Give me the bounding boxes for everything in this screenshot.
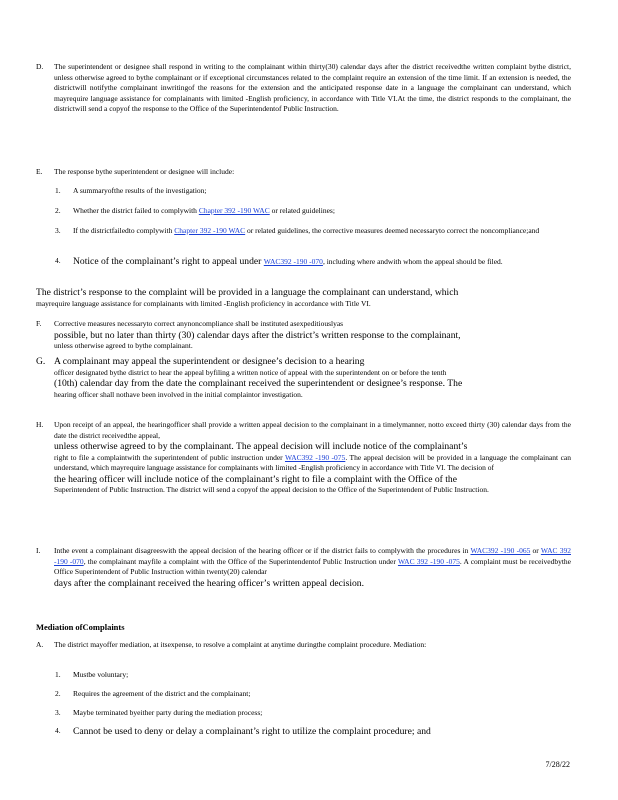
section-i	[36, 546, 571, 589]
list-text	[73, 256, 571, 268]
list-text-post: or related guidelines;	[271, 206, 335, 215]
mediation-a	[36, 640, 571, 651]
section-h-text: Upon receipt of an appeal, the hearingofficer shall provide a written appeal decision to the complainant in a timelymanner, notto exceed thirty (30) calendar days from the date the district receivedthe appeal,	[54, 420, 571, 440]
list-text: Maybe terminated byeither party during the mediation process;	[73, 708, 263, 717]
list-text	[73, 226, 571, 237]
list-item	[55, 689, 571, 700]
list-number: 1.	[55, 670, 61, 679]
list-text-post: , including where andwith whom the appeal should be filed.	[322, 257, 503, 266]
section-h-text-large: unless otherwise agreed to by the complainant. The appeal decision will include notice of the complainant’s	[54, 441, 468, 453]
list-text	[73, 206, 571, 217]
section-g-text-large-2: (10th) calendar day from the date the complainant received the superintendent or designee’s response. The	[54, 378, 463, 390]
mediation-a-text: The district mayoffer mediation, at itsexpense, to resolve a complaint at anytime duringthe complaint procedure. Mediation:	[54, 640, 427, 649]
wac-link[interactable]: WAC392 -190 -075	[284, 452, 346, 462]
section-label: I.	[36, 546, 41, 555]
list-number: 4.	[55, 256, 61, 265]
section-i-text-large: days after the complainant received the hearing officer’s written appeal decision.	[54, 577, 364, 589]
section-h-text-end: Superintendent of Public Instruction. The district will send a copyof the appeal decision to the Office of the Superintendent of Public Instruction.	[54, 485, 489, 495]
list-text: Requires the agreement of the district and the complainant;	[73, 689, 251, 698]
section-e	[36, 167, 571, 178]
list-item	[55, 670, 571, 681]
section-i-text	[54, 546, 571, 578]
section-d-text: The superintendent or designee shall respond in writing to the complainant within thirty(30) calendar days after the district receivedthe written complaint bythe district, unless otherwise agreed to bythe complainant or if exceptional circumstances related to the complaint require an extension of the time limit. If an extension is needed, the districtwill notifythe complainant inwritingof the reasons for the extension and the anticipated response date in a language the complainant can understand, which mayrequire language assistance for complainants with limited -English proficiency, in accordance with Title VI.At the time, the district responds to the complainant, the districtwill send a copyof the response to the Office of the Superintendentof Public Instruction.	[54, 62, 571, 114]
list-number: 3.	[55, 708, 61, 717]
list-number: 4.	[55, 726, 61, 735]
list-text-pre: Whether the district failed to complywith	[73, 206, 197, 215]
language-text-large: The district’s response to the complaint will be provided in a language the complainant can understand, which	[36, 287, 459, 298]
section-h	[36, 420, 571, 496]
list-number: 1.	[55, 186, 61, 195]
wac-link[interactable]: WAC392 -190 -070	[263, 257, 323, 266]
list-number: 3.	[55, 226, 61, 235]
list-text: Mustbe voluntary;	[73, 670, 129, 679]
wac-link[interactable]: WAC 392 -190 -075	[397, 556, 460, 566]
language-paragraph	[36, 287, 571, 309]
list-text-post: or related guidelines, the corrective measures deemed necessaryto correct the noncompliance;and	[247, 226, 540, 235]
list-item	[55, 708, 571, 719]
list-item	[55, 186, 571, 197]
wac-link[interactable]: Chapter 392 -190 WAC	[198, 206, 270, 215]
section-label: E.	[36, 167, 43, 176]
section-g-text-end: hearing officer shall nothave been involved in the initial complaintor investigation.	[54, 389, 303, 399]
section-g	[36, 356, 571, 400]
language-text-small: mayrequire language assistance for complainants with limited -English proficiency in accordance with Title VI.	[36, 298, 371, 308]
section-i-text-2: , the complainant mayfile a complaint with the Office of the Superintendentof Public Instruction under	[83, 556, 396, 566]
section-label: G.	[36, 356, 46, 367]
section-i-text-3: . A complaint must be receivedbythe Office Superintendent of Public Instruction within twenty(20) calendar	[54, 556, 571, 577]
mediation-heading: Mediation ofComplaints	[36, 622, 125, 632]
section-h-text-pre: right to file a complaintwith the superintendent of public instruction under	[54, 452, 283, 462]
section-h-text-2	[54, 453, 571, 474]
wac-link[interactable]: Chapter 392 -190 WAC	[174, 226, 246, 235]
list-number: 2.	[55, 206, 61, 215]
section-g-text: officer designated bythe district to hear the appeal byfiling a written notice of appeal with the superintendent on or before the tenth	[54, 367, 447, 377]
section-label: H.	[36, 420, 44, 429]
wac-link[interactable]: WAC392 -190 -065	[470, 546, 531, 555]
section-label: F.	[36, 319, 42, 328]
section-h-text-large-2: the hearing officer will include notice of the complainant’s right to file a complaint with the Office of the	[54, 473, 457, 485]
section-f-text: Corrective measures necessaryto correct anynoncompliance shall be instituted asexpeditiouslyas	[54, 319, 344, 328]
section-f	[36, 319, 571, 352]
section-label: D.	[36, 62, 44, 71]
section-f-text-end: unless otherwise agreed to bythe complainant.	[54, 341, 193, 351]
list-text-pre: Notice of the complainant’s right to appeal under	[73, 256, 262, 267]
wac-link[interactable]: WAC 392 -190 -070	[54, 546, 571, 566]
section-f-text-large: possible, but no later than thirty (30) calendar days after the district’s written response to the complainant,	[54, 329, 461, 341]
section-label: A.	[36, 640, 44, 649]
list-text-pre: If the districtfailedto complywith	[73, 226, 173, 235]
section-i-text-1: Inthe event a complainant disagreeswith the appeal decision of the hearing officer or if the district fails to complywith the procedures in	[54, 546, 469, 555]
list-item	[55, 206, 571, 217]
list-item	[55, 256, 571, 268]
section-g-text-large: A complainant may appeal the superintendent or designee’s decision to a hearing	[54, 356, 365, 367]
section-e-text: The response bythe superintendent or designee will include:	[54, 167, 235, 176]
list-text: Cannot be used to deny or delay a complainant’s right to utilize the complaint procedure; and	[73, 726, 431, 737]
list-item	[55, 726, 571, 738]
section-d	[36, 62, 571, 115]
section-h-text-post: . The appeal decision will be provided in a language the complainant can understand, which mayrequire language assistance for complainants with limited -English proficiency in accordance with Title VI. The decision of	[54, 452, 571, 473]
list-number: 2.	[55, 689, 61, 698]
list-item	[55, 226, 571, 237]
list-text: A summaryofthe results of the investigation;	[73, 186, 207, 195]
footer-date: 7/28/22	[545, 760, 570, 769]
section-i-or: or	[532, 546, 539, 555]
